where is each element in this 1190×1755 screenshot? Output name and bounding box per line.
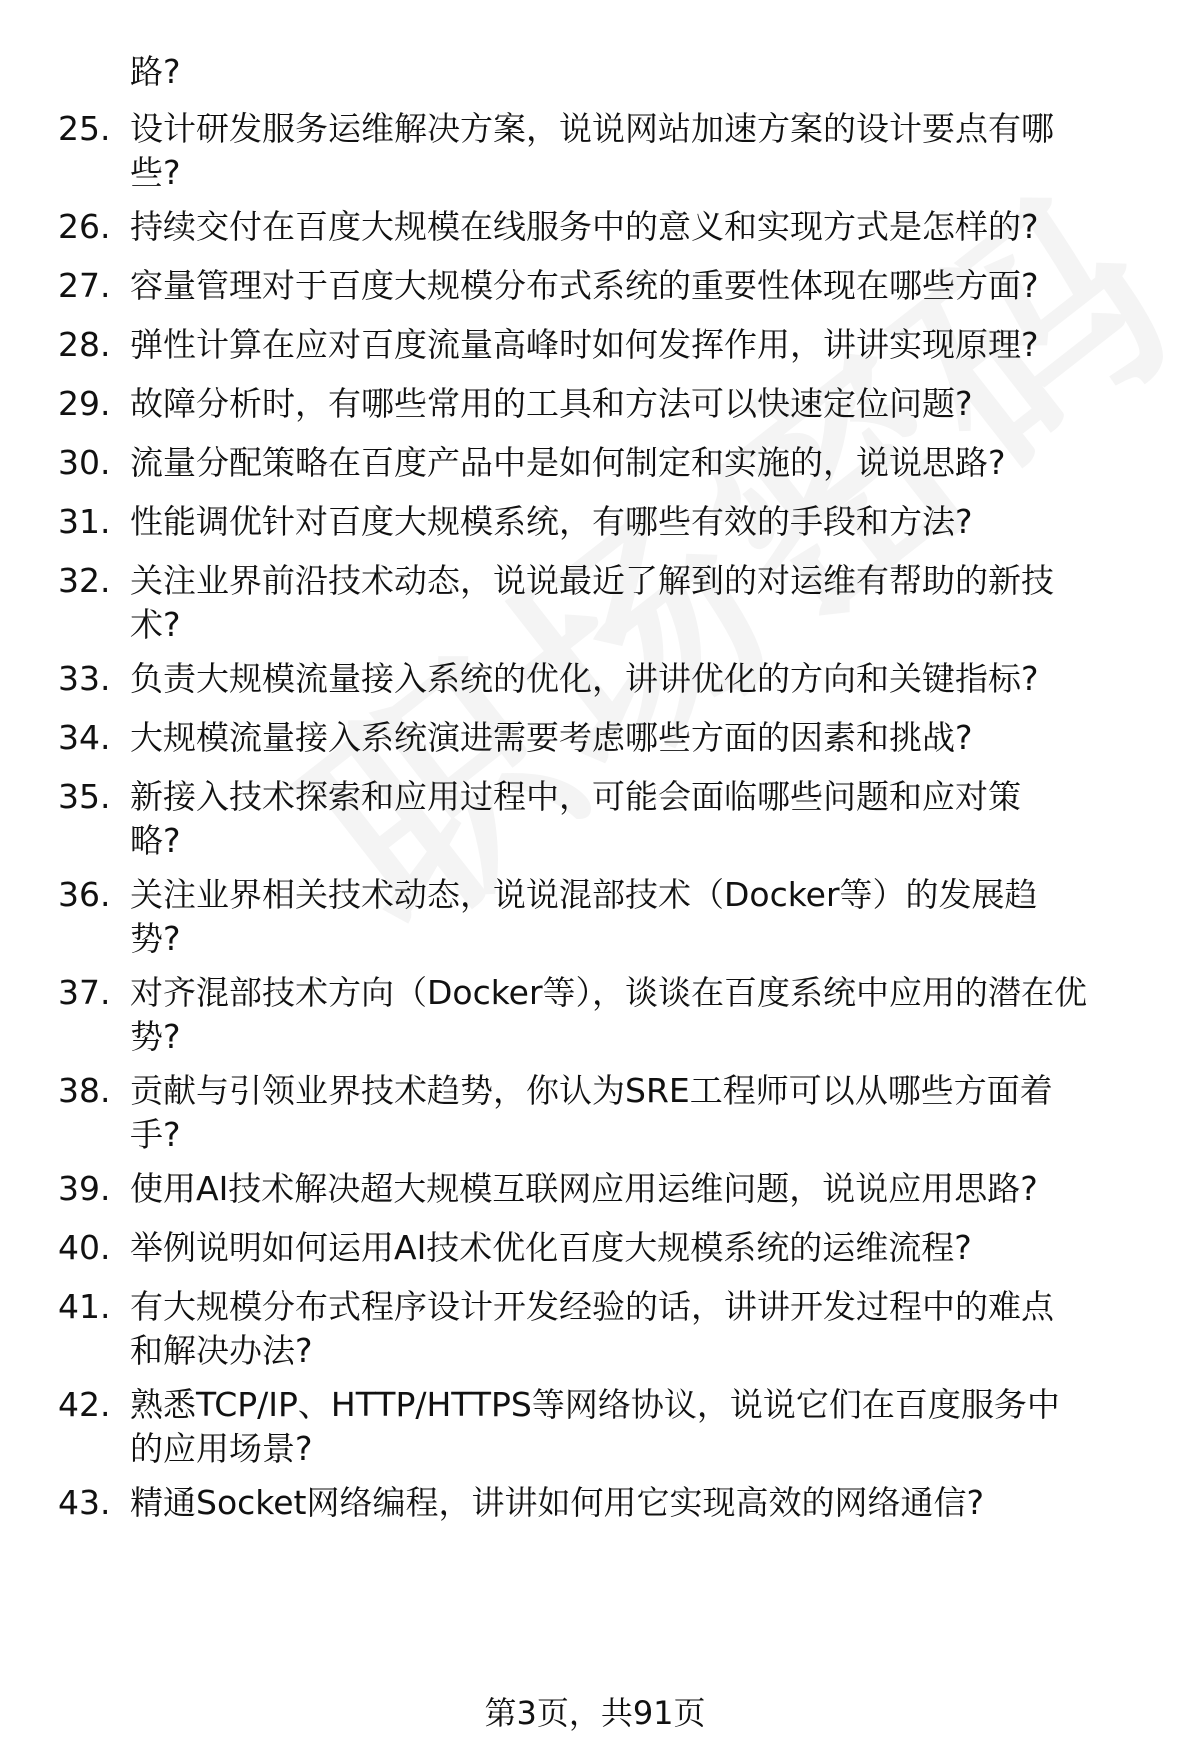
continued-question-text: 路? [130,52,181,91]
question-number: 43. [58,1483,111,1522]
question-number: 35. [58,777,111,816]
question-text: 有大规模分布式程序设计开发经验的话，讲讲开发过程中的难点 和解决办法? [130,1287,1054,1370]
question-text: 性能调优针对百度大规模系统，有哪些有效的手段和方法? [130,502,973,541]
question-number: 39. [58,1169,111,1208]
question-number: 33. [58,659,111,698]
question-number: 28. [58,325,111,364]
question-text: 新接入技术探索和应用过程中，可能会面临哪些问题和应对策 略? [130,777,1021,860]
question-text: 使用AI技术解决超大规模互联网应用运维问题，说说应用思路? [130,1169,1038,1208]
question-number: 41. [58,1287,111,1326]
question-number: 42. [58,1385,111,1424]
question-number: 27. [58,266,111,305]
question-text: 设计研发服务运维解决方案，说说网站加速方案的设计要点有哪 些? [130,109,1054,192]
question-text: 对齐混部技术方向（Docker等），谈谈在百度系统中应用的潜在优 势? [130,973,1088,1056]
page-number-footer: 第3页，共91页 [484,1694,706,1732]
question-text: 精通Socket网络编程，讲讲如何用它实现高效的网络通信? [130,1483,984,1522]
question-text: 故障分析时，有哪些常用的工具和方法可以快速定位问题? [130,384,973,423]
question-text: 大规模流量接入系统演进需要考虑哪些方面的因素和挑战? [130,718,973,757]
question-text: 负责大规模流量接入系统的优化，讲讲优化的方向和关键指标? [130,659,1039,698]
question-number: 40. [58,1228,111,1267]
question-number: 26. [58,207,111,246]
question-number: 36. [58,875,111,914]
question-text: 举例说明如何运用AI技术优化百度大规模系统的运维流程? [130,1228,972,1267]
question-text: 关注业界前沿技术动态，说说最近了解到的对运维有帮助的新技 术? [130,561,1054,644]
question-text: 熟悉TCP/IP、HTTP/HTTPS等网络协议，说说它们在百度服务中 的应用场景? [130,1385,1060,1468]
question-text: 贡献与引领业界技术趋势，你认为SRE工程师可以从哪些方面着 手? [130,1071,1053,1154]
question-text: 关注业界相关技术动态，说说混部技术（Docker等）的发展趋 势? [130,875,1038,958]
question-text: 持续交付在百度大规模在线服务中的意义和实现方式是怎样的? [130,207,1039,246]
question-number: 25. [58,109,111,148]
question-text: 弹性计算在应对百度流量高峰时如何发挥作用，讲讲实现原理? [130,325,1039,364]
question-text: 流量分配策略在百度产品中是如何制定和实施的，说说思路? [130,443,1006,482]
question-number: 29. [58,384,111,423]
question-number: 37. [58,973,111,1012]
question-number: 34. [58,718,111,757]
question-number: 38. [58,1071,111,1110]
question-number: 31. [58,502,111,541]
question-number: 32. [58,561,111,600]
question-number: 30. [58,443,111,482]
question-text: 容量管理对于百度大规模分布式系统的重要性体现在哪些方面? [130,266,1039,305]
